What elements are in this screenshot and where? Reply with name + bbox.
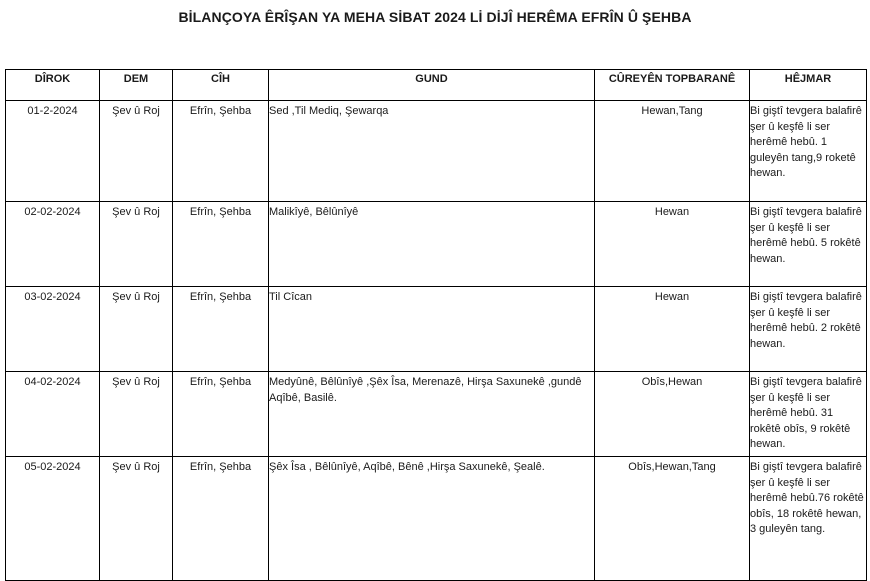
cell-villages: Malikîyê, Bêlûnîyê [269,202,595,287]
cell-villages: Sed ,Til Mediq, Şewarqa [269,101,595,202]
table-row [6,287,867,372]
cell-place: Efrîn, Şehba [173,202,269,287]
cell-attack-type: Hewan,Tang [595,101,750,202]
cell-time: Şev û Roj [100,457,173,581]
cell-attack-type: Hewan [595,202,750,287]
cell-place: Efrîn, Şehba [173,101,269,202]
table-row [6,101,867,202]
table-row [6,202,867,287]
cell-time: Şev û Roj [100,101,173,202]
cell-count: Bi giştî tevgera balafirê şer û keşfê li ser herêmê hebû.76 rokêtê obîs, 18 rokêtê hewan, 3 guleyên tang. [750,457,867,581]
header-time: DEM [100,70,173,101]
cell-count: Bi giştî tevgera balafirê şer û keşfê li ser herêmê hebû. 31 rokêtê obîs, 9 rokêtê hewan. [750,372,867,457]
cell-attack-type: Obîs,Hewan,Tang [595,457,750,581]
cell-villages: Medyûnê, Bêlûnîyê ,Şêx Îsa, Merenazê, Hirşa Saxunekê ,gundê Aqîbê, Basilê. [269,372,595,457]
cell-villages: Til Cîcan [269,287,595,372]
cell-time: Şev û Roj [100,372,173,457]
table-header-row [6,70,867,101]
cell-count: Bi giştî tevgera balafirê şer û keşfê li ser herêmê hebû. 1 guleyên tang,9 roketê hewan. [750,101,867,202]
cell-date: 04-02-2024 [6,372,100,457]
table-row [6,457,867,581]
cell-count: Bi giştî tevgera balafirê şer û keşfê li ser herêmê hebû. 2 rokêtê hewan. [750,287,867,372]
header-count: HÊJMAR [750,70,867,101]
cell-place: Efrîn, Şehba [173,287,269,372]
document-title: BİLANÇOYA ÊRÎŞAN YA MEHA SİBAT 2024 Lİ DİJÎ HERÊMA EFRÎN Û ŞEHBA [178,9,692,25]
cell-count: Bi giştî tevgera balafirê şer û keşfê li ser herêmê hebû. 5 rokêtê hewan. [750,202,867,287]
cell-date: 05-02-2024 [6,457,100,581]
table-row [6,372,867,457]
attack-report-table [5,69,867,581]
cell-time: Şev û Roj [100,287,173,372]
header-date: DÎROK [6,70,100,101]
header-place: CÎH [173,70,269,101]
cell-date: 03-02-2024 [6,287,100,372]
cell-date: 01-2-2024 [6,101,100,202]
cell-villages: Şêx Îsa , Bêlûnîyê, Aqîbê, Bênê ,Hirşa Saxunekê, Şealê. [269,457,595,581]
cell-date: 02-02-2024 [6,202,100,287]
cell-place: Efrîn, Şehba [173,457,269,581]
cell-attack-type: Obîs,Hewan [595,372,750,457]
cell-attack-type: Hewan [595,287,750,372]
header-villages: GUND [269,70,595,101]
header-attack-type: CÛREYÊN TOPBARANÊ [595,70,750,101]
cell-place: Efrîn, Şehba [173,372,269,457]
cell-time: Şev û Roj [100,202,173,287]
